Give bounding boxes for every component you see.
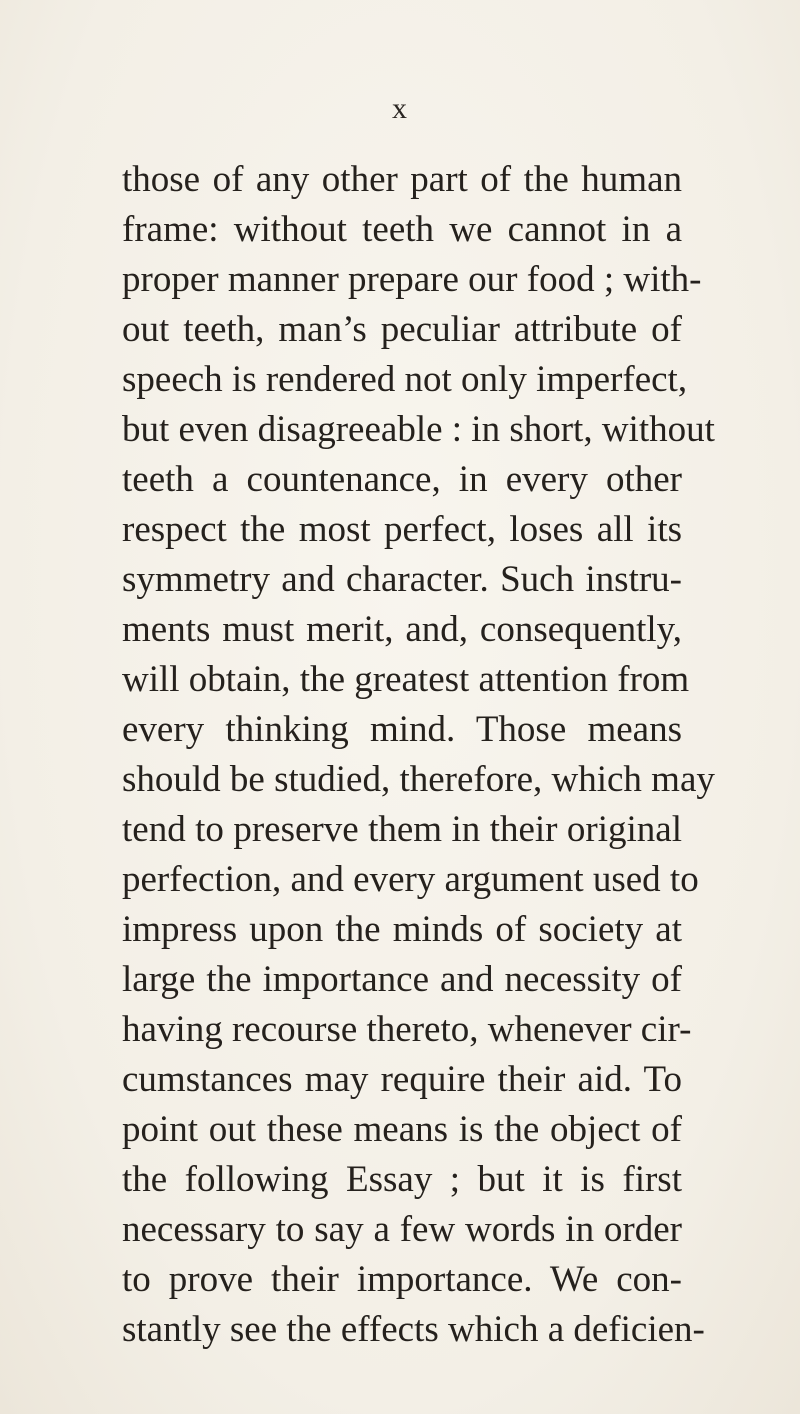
text-line: necessary to say a few words in order — [122, 1209, 682, 1250]
text-line: tend to preserve them in their original — [122, 809, 682, 850]
text-line: symmetry and character. Such instru- — [122, 559, 682, 600]
text-line: perfection, and every argument used to — [122, 859, 699, 900]
text-line: every thinking mind. Those means — [122, 709, 682, 750]
text-line: frame: without teeth we cannot in a — [122, 209, 682, 250]
text-line: speech is rendered not only imperfect, — [122, 359, 688, 400]
body-text — [122, 155, 715, 1355]
text-line: proper manner prepare our food ; with- — [122, 259, 702, 300]
text-line: out teeth, man’s peculiar attribute of — [122, 309, 682, 350]
text-line: having recourse thereto, whenever cir- — [122, 1009, 692, 1050]
text-line: will obtain, the greatest attention from — [122, 659, 690, 700]
text-line: the following Essay ; but it is first — [122, 1159, 682, 1200]
text-line: to prove their importance. We con- — [122, 1259, 682, 1300]
text-line: large the importance and necessity of — [122, 959, 682, 1000]
text-line: stantly see the effects which a deficien- — [122, 1309, 705, 1350]
text-line: should be studied, therefore, which may — [122, 759, 715, 800]
text-line: those of any other part of the human — [122, 159, 682, 200]
text-line: cumstances may require their aid. To — [122, 1059, 682, 1100]
text-line: teeth a countenance, in every other — [122, 459, 682, 500]
text-line: impress upon the minds of society at — [122, 909, 682, 950]
text-line: respect the most perfect, loses all its — [122, 509, 682, 550]
text-line: ments must merit, and, consequently, — [122, 609, 682, 650]
text-line: point out these means is the object of — [122, 1109, 682, 1150]
page-number: x — [392, 92, 408, 125]
text-line: but even disagreeable : in short, without — [122, 409, 715, 450]
